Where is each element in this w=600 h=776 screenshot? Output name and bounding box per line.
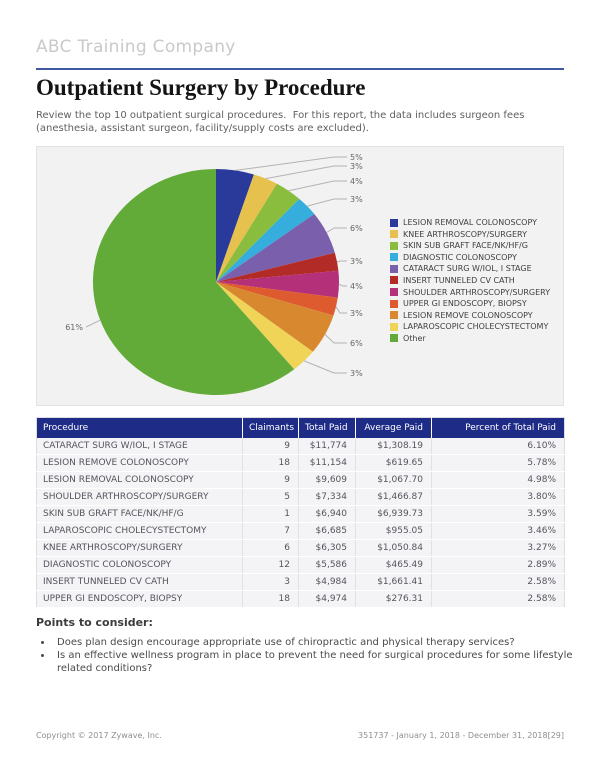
legend-label: INSERT TUNNELED CV CATH xyxy=(403,275,515,285)
legend-item-3 xyxy=(390,253,550,262)
legend-swatch-icon xyxy=(390,288,398,296)
legend-label: SKIN SUB GRAFT FACE/NK/HF/G xyxy=(403,241,528,251)
legend-item-4 xyxy=(390,264,550,273)
column-header-3: Average Paid xyxy=(356,418,432,439)
cell-total-paid: $5,586 xyxy=(299,557,356,574)
pie-label-3: 3% xyxy=(350,195,363,204)
cell-procedure: LESION REMOVE COLONOSCOPY xyxy=(37,455,243,472)
legend-label: SHOULDER ARTHROSCOPY/SURGERY xyxy=(403,287,551,297)
table-row xyxy=(37,455,565,472)
pie-label-other: 61% xyxy=(65,323,83,332)
footer-copyright: Copyright © 2017 Zywave, Inc. xyxy=(36,731,162,740)
legend-label: LAPAROSCOPIC CHOLECYSTECTOMY xyxy=(403,322,549,332)
cell-average-paid: $276.31 xyxy=(356,591,432,608)
cell-procedure: INSERT TUNNELED CV CATH xyxy=(37,574,243,591)
cell-total-paid: $6,305 xyxy=(299,540,356,557)
pie-label-1: 3% xyxy=(350,162,363,171)
legend-item-9 xyxy=(390,322,550,331)
legend-item-8 xyxy=(390,311,550,320)
pie-label-0: 5% xyxy=(350,153,363,162)
cell-procedure: SHOULDER ARTHROSCOPY/SURGERY xyxy=(37,489,243,506)
cell-percent: 6.10% xyxy=(432,438,565,455)
cell-percent: 2.58% xyxy=(432,591,565,608)
cell-average-paid: $465.49 xyxy=(356,557,432,574)
legend-label: Other xyxy=(403,333,426,343)
legend-item-5 xyxy=(390,276,550,285)
cell-average-paid: $619.65 xyxy=(356,455,432,472)
cell-percent: 2.89% xyxy=(432,557,565,574)
cell-percent: 4.98% xyxy=(432,472,565,489)
cell-claimants: 3 xyxy=(243,574,299,591)
legend-swatch-icon xyxy=(390,219,398,227)
column-header-0: Procedure xyxy=(37,418,243,439)
cell-total-paid: $7,334 xyxy=(299,489,356,506)
legend-label: LESION REMOVE COLONOSCOPY xyxy=(403,310,533,320)
cell-total-paid: $6,685 xyxy=(299,523,356,540)
cell-claimants: 18 xyxy=(243,455,299,472)
points-list xyxy=(36,636,581,675)
leader-line-2 xyxy=(289,181,347,191)
leader-line-5 xyxy=(337,261,347,262)
leader-line-7 xyxy=(336,307,347,313)
pie-label-4: 6% xyxy=(350,224,363,233)
points-heading: Points to consider: xyxy=(36,616,153,629)
table-row xyxy=(37,540,565,557)
procedures-table xyxy=(36,417,565,608)
legend-label: UPPER GI ENDOSCOPY, BIOPSY xyxy=(403,299,527,309)
cell-average-paid: $1,067.70 xyxy=(356,472,432,489)
leader-line-3 xyxy=(307,199,347,206)
cell-procedure: LESION REMOVAL COLONOSCOPY xyxy=(37,472,243,489)
leader-line-4 xyxy=(327,228,347,233)
pie-label-2: 4% xyxy=(350,177,363,186)
cell-percent: 3.46% xyxy=(432,523,565,540)
legend-swatch-icon xyxy=(390,334,398,342)
legend-label: CATARACT SURG W/IOL, I STAGE xyxy=(403,264,532,274)
cell-procedure: LAPAROSCOPIC CHOLECYSTECTOMY xyxy=(37,523,243,540)
pie-label-6: 4% xyxy=(350,282,363,291)
cell-claimants: 1 xyxy=(243,506,299,523)
cell-procedure: SKIN SUB GRAFT FACE/NK/HF/G xyxy=(37,506,243,523)
legend-label: DIAGNOSTIC COLONOSCOPY xyxy=(403,252,517,262)
chart-legend xyxy=(390,218,550,346)
company-name: ABC Training Company xyxy=(36,37,236,57)
legend-item-10 xyxy=(390,334,550,343)
table-row xyxy=(37,506,565,523)
bullet-item: • Is an effective wellness program in place to prevent the need for surgical procedures for some lifestyle related conditions? xyxy=(53,649,581,675)
table-row xyxy=(37,438,565,455)
cell-percent: 3.59% xyxy=(432,506,565,523)
leader-line-9 xyxy=(304,361,347,373)
header-divider xyxy=(36,68,564,70)
pie-label-5: 3% xyxy=(350,257,363,266)
cell-total-paid: $9,609 xyxy=(299,472,356,489)
leader-line-1 xyxy=(266,166,347,179)
table-row xyxy=(37,557,565,574)
cell-average-paid: $1,661.41 xyxy=(356,574,432,591)
legend-swatch-icon xyxy=(390,242,398,250)
cell-claimants: 9 xyxy=(243,472,299,489)
cell-average-paid: $6,939.73 xyxy=(356,506,432,523)
cell-procedure: KNEE ARTHROSCOPY/SURGERY xyxy=(37,540,243,557)
leader-line-8 xyxy=(325,334,347,343)
table-row xyxy=(37,489,565,506)
column-header-2: Total Paid xyxy=(299,418,356,439)
legend-item-7 xyxy=(390,299,550,308)
cell-total-paid: $11,154 xyxy=(299,455,356,472)
cell-average-paid: $1,466.87 xyxy=(356,489,432,506)
legend-item-0 xyxy=(390,218,550,227)
legend-item-6 xyxy=(390,288,550,297)
cell-claimants: 6 xyxy=(243,540,299,557)
pie-label-9: 3% xyxy=(350,369,363,378)
report-description-line2: (anesthesia, assistant surgeon, facility/supply costs are excluded). xyxy=(36,123,369,134)
cell-percent: 3.80% xyxy=(432,489,565,506)
cell-claimants: 9 xyxy=(243,438,299,455)
report-description-line1: Review the top 10 outpatient surgical procedures. For this report, the data includes surgeon fees xyxy=(36,110,525,121)
cell-total-paid: $4,974 xyxy=(299,591,356,608)
cell-claimants: 5 xyxy=(243,489,299,506)
pie-chart-panel xyxy=(36,146,564,406)
footer-report-info: 351737 - January 1, 2018 - December 31, 2018[29] xyxy=(358,731,564,740)
legend-swatch-icon xyxy=(390,265,398,273)
column-header-4: Percent of Total Paid xyxy=(432,418,565,439)
legend-item-1 xyxy=(390,230,550,239)
table-row xyxy=(37,574,565,591)
legend-item-2 xyxy=(390,241,550,250)
cell-total-paid: $4,984 xyxy=(299,574,356,591)
legend-swatch-icon xyxy=(390,276,398,284)
cell-claimants: 18 xyxy=(243,591,299,608)
legend-swatch-icon xyxy=(390,230,398,238)
legend-swatch-icon xyxy=(390,311,398,319)
legend-label: LESION REMOVAL COLONOSCOPY xyxy=(403,218,538,227)
cell-percent: 3.27% xyxy=(432,540,565,557)
pie-label-8: 6% xyxy=(350,339,363,348)
table-header-row xyxy=(37,418,565,439)
bullet-item: • Does plan design encourage appropriate use of chiropractic and physical therapy services? xyxy=(53,636,581,649)
legend-swatch-icon xyxy=(390,323,398,331)
legend-label: KNEE ARTHROSCOPY/SURGERY xyxy=(403,229,527,239)
legend-swatch-icon xyxy=(390,253,398,261)
cell-percent: 5.78% xyxy=(432,455,565,472)
cell-average-paid: $1,050.84 xyxy=(356,540,432,557)
leader-line-other xyxy=(86,320,100,327)
cell-total-paid: $11,774 xyxy=(299,438,356,455)
cell-average-paid: $955.05 xyxy=(356,523,432,540)
table-row xyxy=(37,591,565,608)
table-row xyxy=(37,472,565,489)
cell-percent: 2.58% xyxy=(432,574,565,591)
pie-label-7: 3% xyxy=(350,309,363,318)
column-header-1: Claimants xyxy=(243,418,299,439)
leader-line-0 xyxy=(235,157,347,170)
table-row xyxy=(37,523,565,540)
cell-total-paid: $6,940 xyxy=(299,506,356,523)
report-description xyxy=(36,109,566,135)
cell-claimants: 12 xyxy=(243,557,299,574)
cell-claimants: 7 xyxy=(243,523,299,540)
cell-procedure: CATARACT SURG W/IOL, I STAGE xyxy=(37,438,243,455)
page-title: Outpatient Surgery by Procedure xyxy=(36,75,366,100)
legend-swatch-icon xyxy=(390,300,398,308)
cell-procedure: DIAGNOSTIC COLONOSCOPY xyxy=(37,557,243,574)
cell-procedure: UPPER GI ENDOSCOPY, BIOPSY xyxy=(37,591,243,608)
leader-line-6 xyxy=(339,284,347,286)
cell-average-paid: $1,308.19 xyxy=(356,438,432,455)
